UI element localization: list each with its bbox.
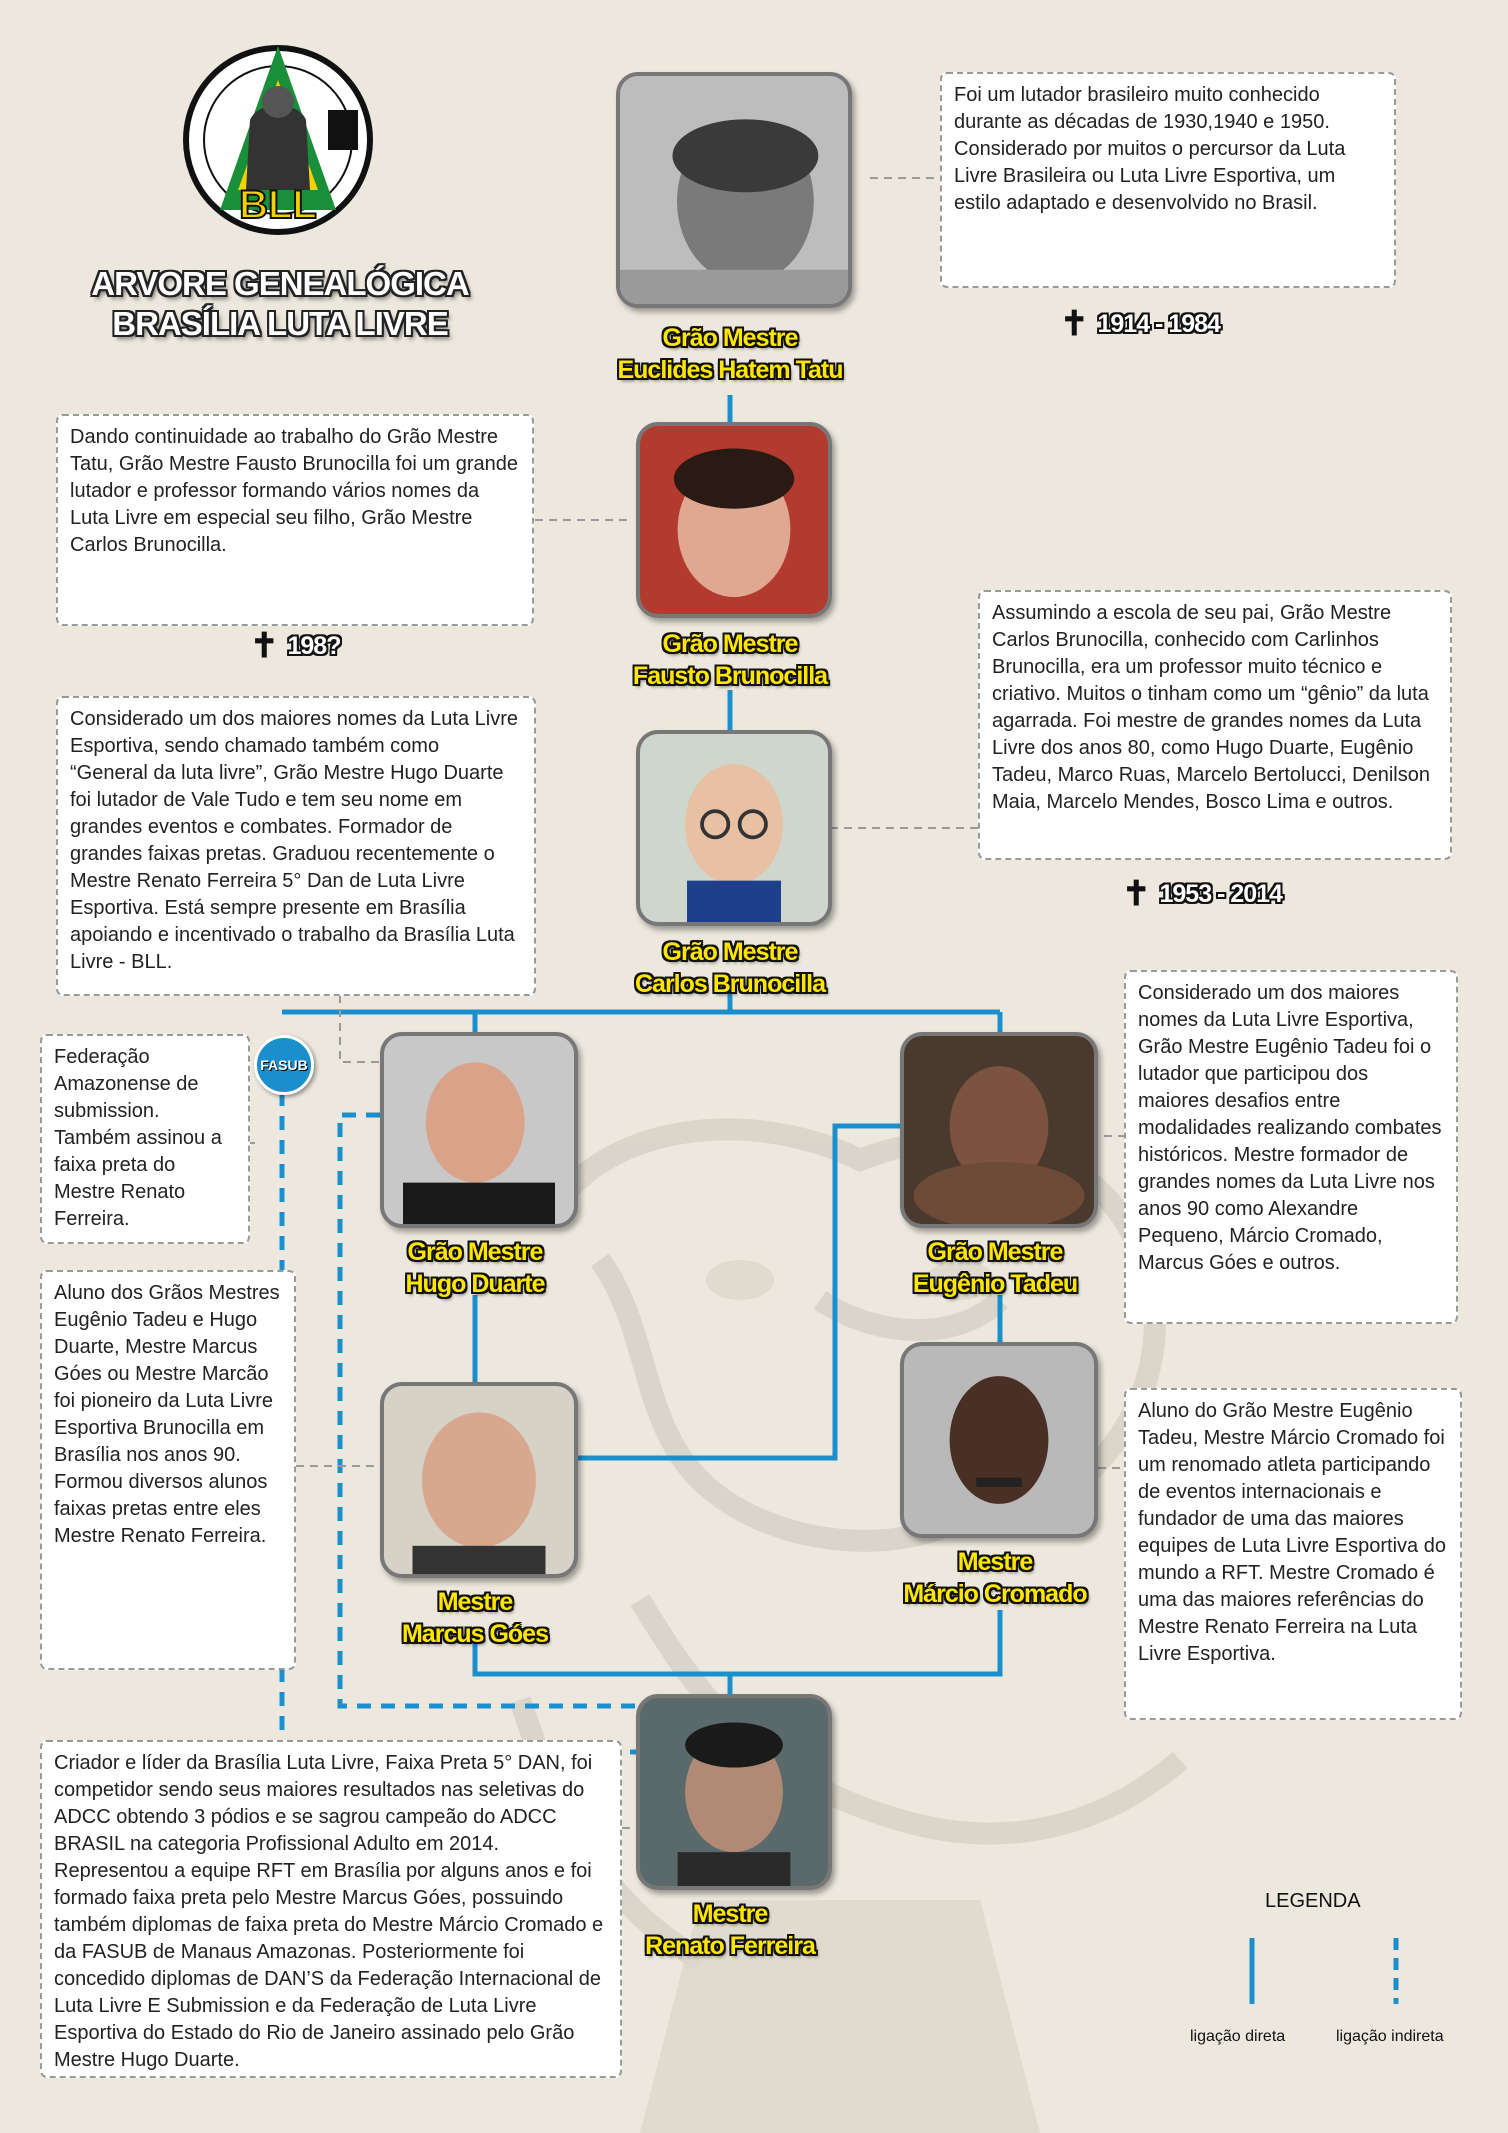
legend-title: LEGENDA <box>1265 1890 1361 1912</box>
name-renato: Mestre Renato Ferreira <box>645 1900 815 1960</box>
name-marcus: Mestre Marcus Góes <box>401 1588 548 1648</box>
bio-eugenio: Considerado um dos maiores nomes da Luta Livre Esportiva, Grão Mestre Eugênio Tadeu foi o lutador que participou dos maiores desafios entre modalidades realizando combates históricos. Mestre formador de grandes nomes da Luta Livre nos anos 90 como Alexandre Pequeno, Márcio Cromado, Marcus Góes e outros. <box>1124 970 1458 1324</box>
dates-tatu: ✝ 1914 - 1984 <box>1060 305 1220 343</box>
bio-marcus: Aluno dos Grãos Mestres Eugênio Tadeu e Hugo Duarte, Mestre Marcus Góes ou Mestre Marcão foi pioneiro da Luta Livre Esportiva Brunocilla em Brasília nos anos 90. Formou diversos alunos faixas pretas entre eles Mestre Renato Ferreira. <box>40 1270 296 1670</box>
bio-carlos: Assumindo a escola de seu pai, Grão Mestre Carlos Brunocilla, conhecido com Carlinhos Brunocilla, era um professor muito técnico e criativo. Muitos o tinham como um “gênio” da luta agarrada. Foi mestre de grandes nomes da Luta Livre dos anos 80, como Hugo Duarte, Eugênio Tadeu, Marco Ruas, Marcelo Bertolucci, Denilson Maia, Marcelo Mendes, Bosco Lima e outros. <box>978 590 1452 860</box>
cross-icon: ✝ <box>1060 305 1088 343</box>
dates-fausto: ✝ 198? <box>250 627 341 665</box>
title-line-1: ARVORE GENEALÓGICA <box>91 265 469 302</box>
legend-direct-label: ligação direta <box>1190 2028 1286 2045</box>
photo-tatu <box>616 72 852 308</box>
bio-fausto: Dando continuidade ao trabalho do Grão Mestre Tatu, Grão Mestre Fausto Brunocilla foi um grande lutador e professor formando vários nomes da Luta Livre em especial seu filho, Grão Mestre Carlos Brunocilla. <box>56 414 534 626</box>
bio-renato: Criador e líder da Brasília Luta Livre, Faixa Preta 5° DAN, foi competidor sendo seus maiores resultados nas seletivas do ADCC obtendo 3 pódios e se sagrou campeão do ADCC BRASIL na categoria Profissional Adulto em 2014. Representou a equipe RFT em Brasília por alguns anos e foi formado faixa preta pelo Mestre Marcus Góes, possuindo também diplomas de faixa preta do Mestre Márcio Cromado e da FASUB de Manaus Amazonas. Posteriormente foi concedido diplomas de DAN’S da Federação Internacional de Luta Livre E Submission e da Federação de Luta Livre Esportiva do Estado do Rio de Janeiro assinado pelo Grão Mestre Hugo Duarte. <box>40 1740 622 2078</box>
photo-carlos <box>636 730 832 926</box>
name-tatu: Grão Mestre Euclides Hatem Tatu <box>617 324 843 384</box>
name-hugo: Grão Mestre Hugo Duarte <box>405 1238 545 1298</box>
bll-logo <box>178 40 378 250</box>
cross-icon: ✝ <box>250 627 278 665</box>
dates-carlos: ✝ 1953 - 2014 <box>1122 875 1282 913</box>
line-marcio-renato <box>730 1610 1000 1674</box>
bio-hugo: Considerado um dos maiores nomes da Luta Livre Esportiva, sendo chamado também como “General da luta livre”, Grão Mestre Hugo Duarte foi lutador de Vale Tudo e tem seu nome em grandes eventos e combates. Formador de grandes faixas pretas. Graduou recentemente o Mestre Renato Ferreira 5° Dan de Luta Livre Esportiva. Está sempre presente em Brasília apoiando e incentivado o trabalho da Brasília Luta Livre - BLL. <box>56 696 536 996</box>
cross-icon: ✝ <box>1122 875 1150 913</box>
photo-marcio <box>900 1342 1098 1538</box>
page-title <box>70 264 490 344</box>
photo-eugenio <box>900 1032 1098 1228</box>
legend-indirect-label: ligação indireta <box>1336 2028 1444 2045</box>
bio-fasub: Federação Amazonense de submission. Também assinou a faixa preta do Mestre Renato Ferreira. <box>40 1034 250 1244</box>
logo-text: BLL <box>239 183 317 227</box>
bio-marcio: Aluno do Grão Mestre Eugênio Tadeu, Mestre Márcio Cromado foi um renomado atleta participando de eventos internacionais e fundador de uma das maiores equipes de Luta Livre Esportiva do mundo a RFT. Mestre Cromado é uma das maiores referências do Mestre Renato Ferreira na Luta Livre Esportiva. <box>1124 1388 1462 1720</box>
photo-hugo <box>380 1032 578 1228</box>
name-eugenio: Grão Mestre Eugênio Tadeu <box>912 1238 1078 1298</box>
name-carlos: Grão Mestre Carlos Brunocilla <box>635 938 825 998</box>
name-marcio: Mestre Márcio Cromado <box>903 1548 1087 1608</box>
photo-renato <box>636 1694 832 1890</box>
fasub-badge: FASUB <box>254 1035 314 1095</box>
name-fausto: Grão Mestre Fausto Brunocilla <box>632 630 828 690</box>
bio-tatu: Foi um lutador brasileiro muito conhecido durante as décadas de 1930,1940 e 1950. Considerado por muitos o percursor da Luta Livre Brasileira ou Luta Livre Esportiva, um estilo adaptado e desenvolvido no Brasil. <box>940 72 1396 288</box>
photo-fausto <box>636 422 832 618</box>
title-line-2: BRASÍLIA LUTA LIVRE <box>112 305 448 342</box>
photo-marcus <box>380 1382 578 1578</box>
